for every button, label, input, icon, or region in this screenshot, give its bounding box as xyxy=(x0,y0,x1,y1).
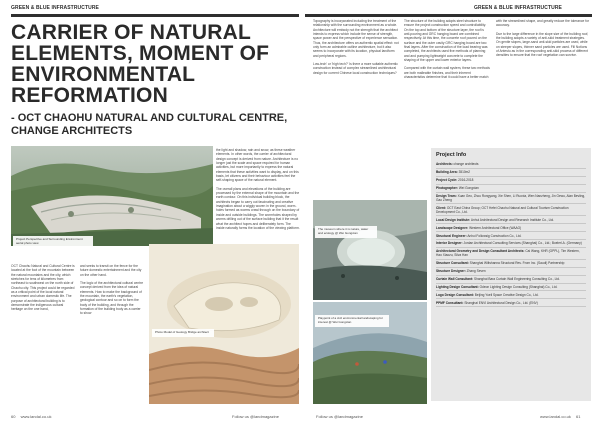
project-info-key: Interior Designer: xyxy=(436,241,463,246)
project-info-key: Photographer: xyxy=(436,186,458,191)
project-info-key: PPMF Consultant: xyxy=(436,300,464,305)
project-info-value: OCT East China Group; OCT Hefei Chaohu Natural and Cultural Tourism Construction Development Co., Ltd. xyxy=(436,205,569,214)
project-info-key: Curtain Wall Consultant: xyxy=(436,277,474,282)
project-info-key: Lighting Design Consultant: xyxy=(436,284,479,289)
page-number-left: 60 xyxy=(11,414,16,419)
project-info-key: Project Cycle: xyxy=(436,178,458,183)
project-info-value: Anhui Architectural Design and Research Institute Co., Ltd. xyxy=(470,217,555,222)
project-info-row xyxy=(436,193,586,205)
project-info-row xyxy=(436,185,586,193)
model-photo-image xyxy=(149,244,299,404)
aerial-photo-image xyxy=(11,146,213,246)
section-header-left: GREEN & BLUE INFRASTRUCTURE xyxy=(11,5,99,11)
play-caption: Playpoint of a civil environmental landscaping for interest @ Wei Gongxian xyxy=(315,315,389,327)
aerial-caption: Project Perspective and Surrounding Environment aerial photo view xyxy=(13,236,93,248)
project-info-row xyxy=(436,260,586,268)
project-info-row xyxy=(436,224,586,232)
paragraph: OCT Chaohu Natural and Cultural Centre is located at the foot of the mountain between the natural mountains and the city, which stretches for tens of kilometres from northeast to southwest on the north side of Chaohu city. This project could be regarded as a critical point of the local natural environment and urban domestic life. The purpose of architectural building is to demonstrate the indigenous cultural heritage on the one hand, xyxy=(11,264,75,312)
project-info-row xyxy=(436,169,586,177)
paragraph: The overall plans and elevations of the building are processed by the external shape of the mountain and the earth contour. On this individual building block, the architects began to carry out fascinating and creative imagination about a wiggly woven in the ground, worm-holes formed as worms crawl through on the boundary of inside and outside buildings. The wormholes shaped by worms drilling out of the surface building that it the result what the architect hopes and deliberately form. The inside naturally forms the location of the viewing platform. xyxy=(216,186,300,230)
project-info-value: Cai Wang, KHR (GPPL), Tim Western, Hao Xiaozu, Silva Han xyxy=(436,249,580,258)
page-subtitle: - OCT CHAOHU NATURAL AND CULTURAL CENTRE, CHANGE ARCHITECTS xyxy=(11,112,288,137)
project-info-value: 3510m2 xyxy=(458,170,471,175)
project-info-value: Jordan Architectural Consulting Services (Shanghai) Co., Ltd.; Boelerl.A. (Germany) xyxy=(463,241,582,246)
model-caption: Photo Model of Geology Bridge architect xyxy=(152,329,214,337)
project-info-list xyxy=(436,161,586,307)
paragraph: Low-tech' or 'high tech?' Is there a more suitable authentic construction instead of complex streamlined architectural design for current Chinese local construction techniques? xyxy=(313,62,398,75)
project-info-row xyxy=(436,299,586,307)
project-info-key: Building Area: xyxy=(436,170,458,175)
project-info-row xyxy=(436,291,586,299)
footer-url-right[interactable]: www.landal.co.uk xyxy=(540,414,571,419)
interior-photo xyxy=(313,200,427,300)
paragraph: The logic of the architectural cultural centre concept derived from the idea of natural elements. How to make the background of the mountain, the earth's vegetation, geological contour and so on to form the body of the building, and through the formation of the building body as a carrier to show xyxy=(80,281,144,316)
aerial-photo xyxy=(11,146,213,246)
project-info-row xyxy=(436,276,586,284)
paragraph: with the streamlined shape, and greatly reduce the tolerance for accuracy. xyxy=(496,19,590,28)
project-info-value: Shanghai ENVI Architectural Design Co., Ltd. (ENV) xyxy=(464,300,538,305)
project-info-value: Odeon Lighting Design Consulting (Shanghai) Co., Ltd. xyxy=(479,284,558,289)
project-info-value: Western Architectural Office (WAAO) xyxy=(469,225,522,230)
body-column-3 xyxy=(216,148,300,234)
project-info-value: Beijing Yueli Space Creative Design Co., Ltd. xyxy=(474,292,539,297)
paragraph: and seeks to transit on the fence for the future domestic entertainment and the city on the other hand. xyxy=(80,264,142,277)
footer-social-right[interactable]: Follow us @landmagazine xyxy=(316,414,363,419)
project-info-value: Wei Gongxian xyxy=(458,186,479,191)
project-info-box xyxy=(431,148,591,401)
project-info-row xyxy=(436,232,586,240)
project-info-row xyxy=(436,240,586,248)
project-info-row xyxy=(436,216,586,224)
project-info-row xyxy=(436,161,586,169)
footer-right xyxy=(540,414,580,419)
project-info-key: Structural Engineer: xyxy=(436,233,467,238)
project-info-value: Xuan Geo, Zhou Rongyang, Xie Shen, Li Ruoxia, Wen Nanzheng, Jin Gewu, Alan Bevling, Gao Zheng xyxy=(436,193,586,202)
project-info-value: Shanghai Bara Curtain Wall Engineering Consulting Co., Ltd. xyxy=(473,277,560,282)
section-header-right: GREEN & BLUE INFRASTRUCTURE xyxy=(474,5,562,11)
paragraph: The structure of the building adopts steel structure to ensure the project construction speed and controllability. On the top and bottom of the structure layer, the roof is anti-pouring and GRC hanging board are combined respectively. At this time, the concrete roof poured on the surface and the outer cavity GRC hanging board are two final layers. After the construction of the load bearing was completed, the architects used five methods of planning and and pumping lightweight concrete to complete the shaping of the upper and lower exterior layers. xyxy=(404,19,488,63)
project-info-key: Architects: xyxy=(436,162,453,167)
project-info-value: 2016-2018 xyxy=(458,178,474,183)
interior-photo-image xyxy=(313,200,427,300)
project-info-key: Client: xyxy=(436,205,446,210)
header-rule-left xyxy=(11,14,299,17)
project-info-row xyxy=(436,177,586,185)
project-info-value: Zhang Seven xyxy=(466,269,486,274)
footer-left xyxy=(11,414,51,419)
page-title: CARRIER OF NATURAL ELEMENTS, MOMENT OF ENVIRONMENTAL REFORMATION xyxy=(11,21,270,107)
body-column-4 xyxy=(313,19,399,79)
project-info-key: Design Team: xyxy=(436,193,457,198)
project-info-key: Local Design Institute: xyxy=(436,217,471,222)
project-info-value: Shanghai Wiltshanna Structural Res. From Inc. (Saudi) Partnership xyxy=(469,261,565,266)
model-photo xyxy=(149,244,299,404)
project-info-key: Structure Designer: xyxy=(436,269,466,274)
interior-caption: The museum where it is nature, water and ecology @ Wei Gongxian xyxy=(315,226,377,238)
body-column-6 xyxy=(496,19,590,62)
project-info-key: Logo Design Consultant: xyxy=(436,292,474,297)
project-info-row xyxy=(436,284,586,292)
footer-url-left[interactable]: www.landal.co.uk xyxy=(20,414,52,419)
body-column-2 xyxy=(80,264,144,320)
body-column-1 xyxy=(11,264,75,316)
project-info-key: Architectural Geometry and Design Consultant Architects: xyxy=(436,249,525,254)
paragraph: Due to the large difference in the slope size of the building roof, the building adopts a variety of anti-skid treatment strategies. On gentle slopes, large-sand anti-skid particles are used, while on steeper slopes, thinner sand particles are used. Fill Notions of Antestu as in the corresponding anti-skid process of different densities to ensure that the roof vegetation can survive. xyxy=(496,31,589,58)
page-number-right: 61 xyxy=(576,414,581,419)
project-info-value: change architects xyxy=(453,162,479,167)
body-column-5 xyxy=(404,19,490,83)
project-info-row xyxy=(436,268,586,276)
paragraph: Topography is incorporated including the treatment of the relationship with the surrounding environment as a whole. Architecture will embody not the strength that the architect intends to express which include the sense of strength, space power and the perspective of experience sensation. Thus, the architecture offers an authentic spatial effect: not only form an admirable outline architecture, but it also seems to incorporate with its location, physical landform and peripheral regions. xyxy=(313,19,399,58)
project-info-row xyxy=(436,248,586,260)
project-info-key: Structure Consultant: xyxy=(436,261,469,266)
header-rule-right xyxy=(305,14,592,17)
project-info-row xyxy=(436,204,586,216)
paragraph: Compared with the curtain wall system, these two methods are both malleable finishes, and their inherent characteristics determine that it could have a better match xyxy=(404,66,490,80)
project-info-title: Project Info xyxy=(436,152,467,158)
footer-social-left[interactable]: Follow us @landmagazine xyxy=(232,414,279,419)
project-info-key: Landscape Designer: xyxy=(436,225,469,230)
paragraph: the light and shadow, rain and snow, as these weather elements. In other words, the carrier of architectural design concept is derived from nature. Architecture is no longer just the scale and space required for human activities, but more importantly to express the natural elements that these activities want to display, and on this basis, let citizens and their behaviour activities feel the self-shaping space of the natural element. xyxy=(216,148,299,183)
project-info-value: Anhui Followsig Construction Co., Ltd. xyxy=(467,233,522,238)
